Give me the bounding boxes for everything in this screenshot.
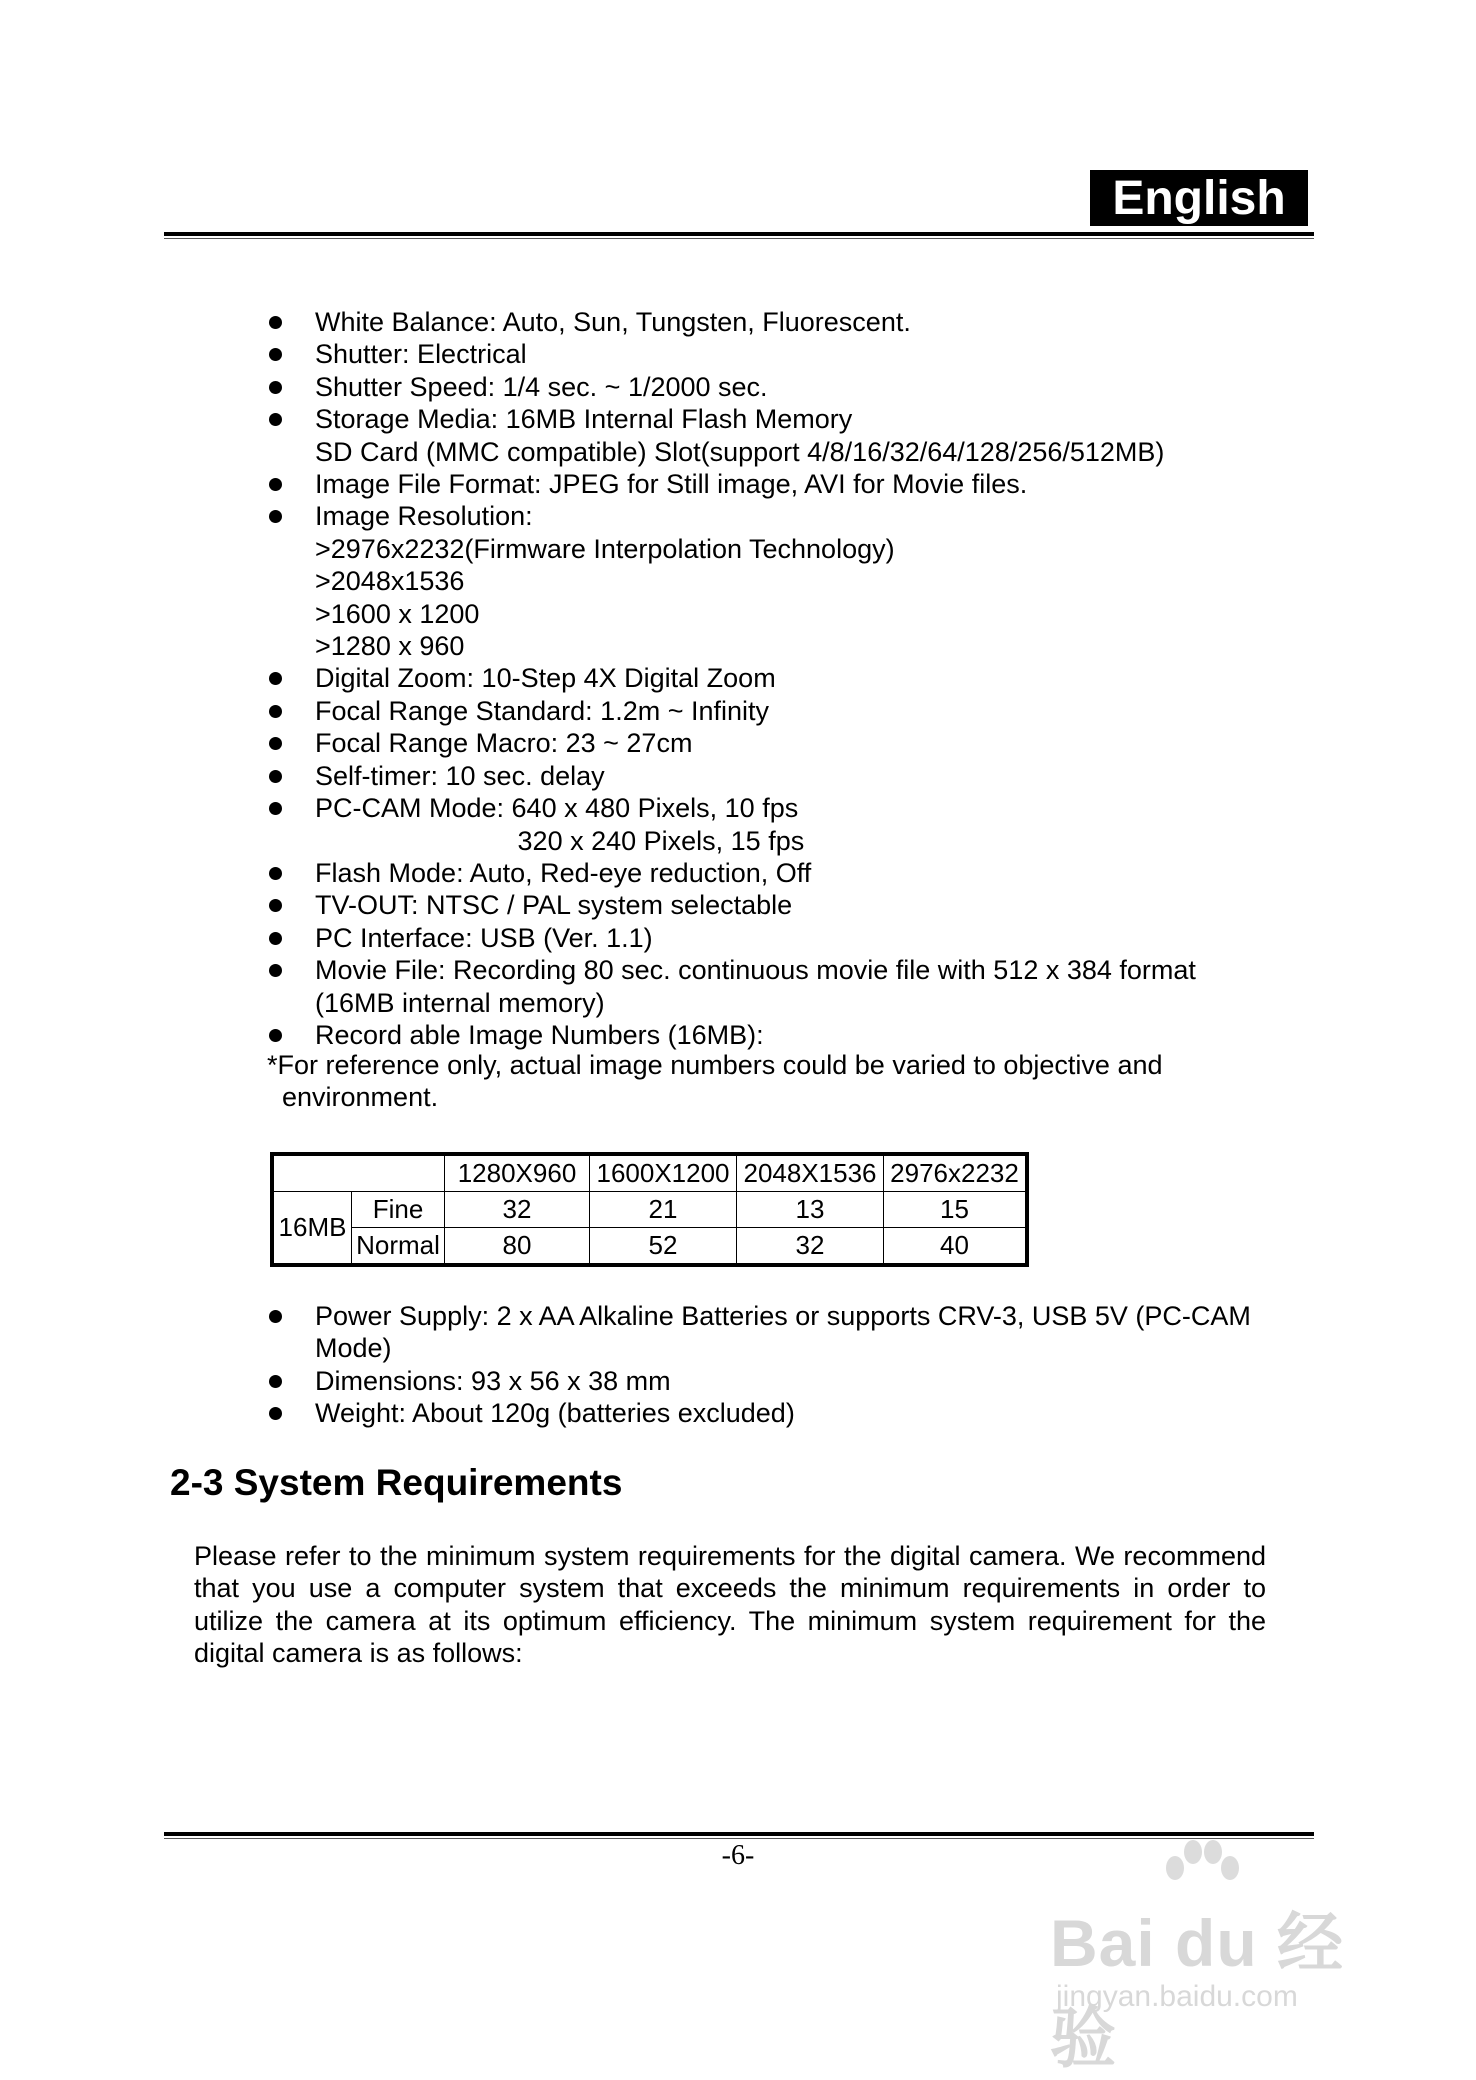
spec-item <box>268 1397 1328 1429</box>
spec-item-text: Focal Range Standard: 1.2m ~ Infinity <box>315 695 770 726</box>
bullet-icon <box>269 737 282 750</box>
spec-item-text: PC Interface: USB (Ver. 1.1) <box>315 922 653 953</box>
spec-item <box>268 1365 1328 1397</box>
spec-item <box>268 792 1328 857</box>
memory-label-cell: 16MB <box>272 1192 352 1266</box>
spec-item <box>268 306 1328 338</box>
bullet-icon <box>269 964 282 977</box>
table-cell: 15 <box>884 1192 1028 1228</box>
page-number: -6- <box>721 1840 755 1871</box>
spec-item-text: Image Resolution: >2976x2232(Firmware Interpolation Technology) >2048x1536 >1600 x 1200 >1280 x 960 <box>315 501 895 662</box>
watermark-brand: Bai du 经验 <box>1050 1906 1345 2075</box>
spec-item-text: Focal Range Macro: 23 ~ 27cm <box>315 728 693 759</box>
table-cell: 32 <box>445 1192 590 1228</box>
bullet-icon <box>269 316 282 329</box>
bullet-icon <box>269 932 282 945</box>
spec-item <box>268 760 1328 792</box>
bullet-icon <box>269 1029 282 1042</box>
column-header: 2048X1536 <box>737 1154 884 1192</box>
bullet-icon <box>269 381 282 394</box>
bullet-icon <box>269 867 282 880</box>
spec-item-text: Image File Format: JPEG for Still image, AVI for Movie files. <box>315 469 1028 500</box>
bullet-icon <box>269 672 282 685</box>
spec-item <box>268 338 1328 370</box>
bullet-icon <box>269 510 282 523</box>
spec-item <box>268 500 1328 662</box>
table-cell: 21 <box>590 1192 737 1228</box>
bullet-icon <box>269 899 282 912</box>
spec-item-text: Weight: About 120g (batteries excluded) <box>315 1398 795 1429</box>
spec-item-text: Self-timer: 10 sec. delay <box>315 760 605 791</box>
spec-item-text: Digital Zoom: 10-Step 4X Digital Zoom <box>315 663 776 694</box>
spec-item-text: Dimensions: 93 x 56 x 38 mm <box>315 1365 671 1396</box>
bullet-icon <box>269 705 282 718</box>
spec-item <box>268 922 1328 954</box>
table-row <box>272 1228 1027 1266</box>
table-cell: 80 <box>445 1228 590 1266</box>
table-cell: 32 <box>737 1228 884 1266</box>
spec-item-text: PC-CAM Mode: 640 x 480 Pixels, 10 fps 320 x 240 Pixels, 15 fps <box>315 793 805 856</box>
language-label: English <box>1090 170 1308 226</box>
table-cell: 52 <box>590 1228 737 1266</box>
spec-item-text: TV-OUT: NTSC / PAL system selectable <box>315 890 793 921</box>
spec-list-2 <box>268 1300 1328 1430</box>
watermark <box>1050 1830 1390 2075</box>
bullet-icon <box>269 478 282 491</box>
column-header: 1600X1200 <box>590 1154 737 1192</box>
table-corner-cell <box>272 1154 445 1192</box>
quality-cell: Normal <box>352 1228 445 1266</box>
header-rule-thin <box>164 238 1314 239</box>
spec-item <box>268 857 1328 889</box>
section-title: 2-3 System Requirements <box>170 1462 623 1503</box>
bullet-icon <box>269 770 282 783</box>
bullet-icon <box>269 802 282 815</box>
spec-item-text: Flash Mode: Auto, Red-eye reduction, Off <box>315 857 812 888</box>
spec-item <box>268 695 1328 727</box>
column-header: 1280X960 <box>445 1154 590 1192</box>
spec-item-text: Record able Image Numbers (16MB): <box>315 1019 764 1050</box>
spec-item-text: Movie File: Recording 80 sec. continuous movie file with 512 x 384 format (16MB internal memory) <box>315 955 1196 1018</box>
reference-note: *For reference only, actual image numbers could be varied to objective and environment. <box>267 1050 1163 1113</box>
spec-item-text: Shutter Speed: 1/4 sec. ~ 1/2000 sec. <box>315 371 768 402</box>
spec-item <box>268 403 1328 468</box>
spec-item <box>268 1019 1328 1051</box>
bullet-icon <box>269 413 282 426</box>
table-cell: 40 <box>884 1228 1028 1266</box>
spec-item <box>268 371 1328 403</box>
column-header: 2976x2232 <box>884 1154 1028 1192</box>
spec-item-text: Storage Media: 16MB Internal Flash Memory SD Card (MMC compatible) Slot(support 4/8/16/32/64/128/256/512MB) <box>315 404 1165 467</box>
section-paragraph: Please refer to the minimum system requirements for the digital camera. We recommend that you use a computer system that exceeds the minimum requirements in order to utilize the camera at its optimum efficiency. The minimum system requirement for the digital camera is as follows: <box>194 1541 1266 1669</box>
bullet-icon <box>269 348 282 361</box>
bullet-icon <box>269 1407 282 1420</box>
spec-item-text: Shutter: Electrical <box>315 339 527 370</box>
table-header-row <box>272 1154 1027 1192</box>
spec-item <box>268 954 1328 1019</box>
spec-item <box>268 468 1328 500</box>
header-rule <box>164 232 1314 236</box>
spec-item <box>268 889 1328 921</box>
table-cell: 13 <box>737 1192 884 1228</box>
spec-item <box>268 1300 1328 1365</box>
image-numbers-table <box>270 1152 1029 1267</box>
spec-list-1 <box>268 306 1328 1051</box>
table-row <box>272 1192 1027 1228</box>
quality-cell: Fine <box>352 1192 445 1228</box>
bullet-icon <box>269 1310 282 1323</box>
spec-item <box>268 727 1328 759</box>
spec-item-text: Power Supply: 2 x AA Alkaline Batteries or supports CRV-3, USB 5V (PC-CAM Mode) <box>315 1301 1251 1364</box>
watermark-url: jingyan.baidu.com <box>1056 1980 1298 2013</box>
bullet-icon <box>269 1375 282 1388</box>
spec-item-text: White Balance: Auto, Sun, Tungsten, Fluorescent. <box>315 307 911 337</box>
spec-item <box>268 662 1328 694</box>
